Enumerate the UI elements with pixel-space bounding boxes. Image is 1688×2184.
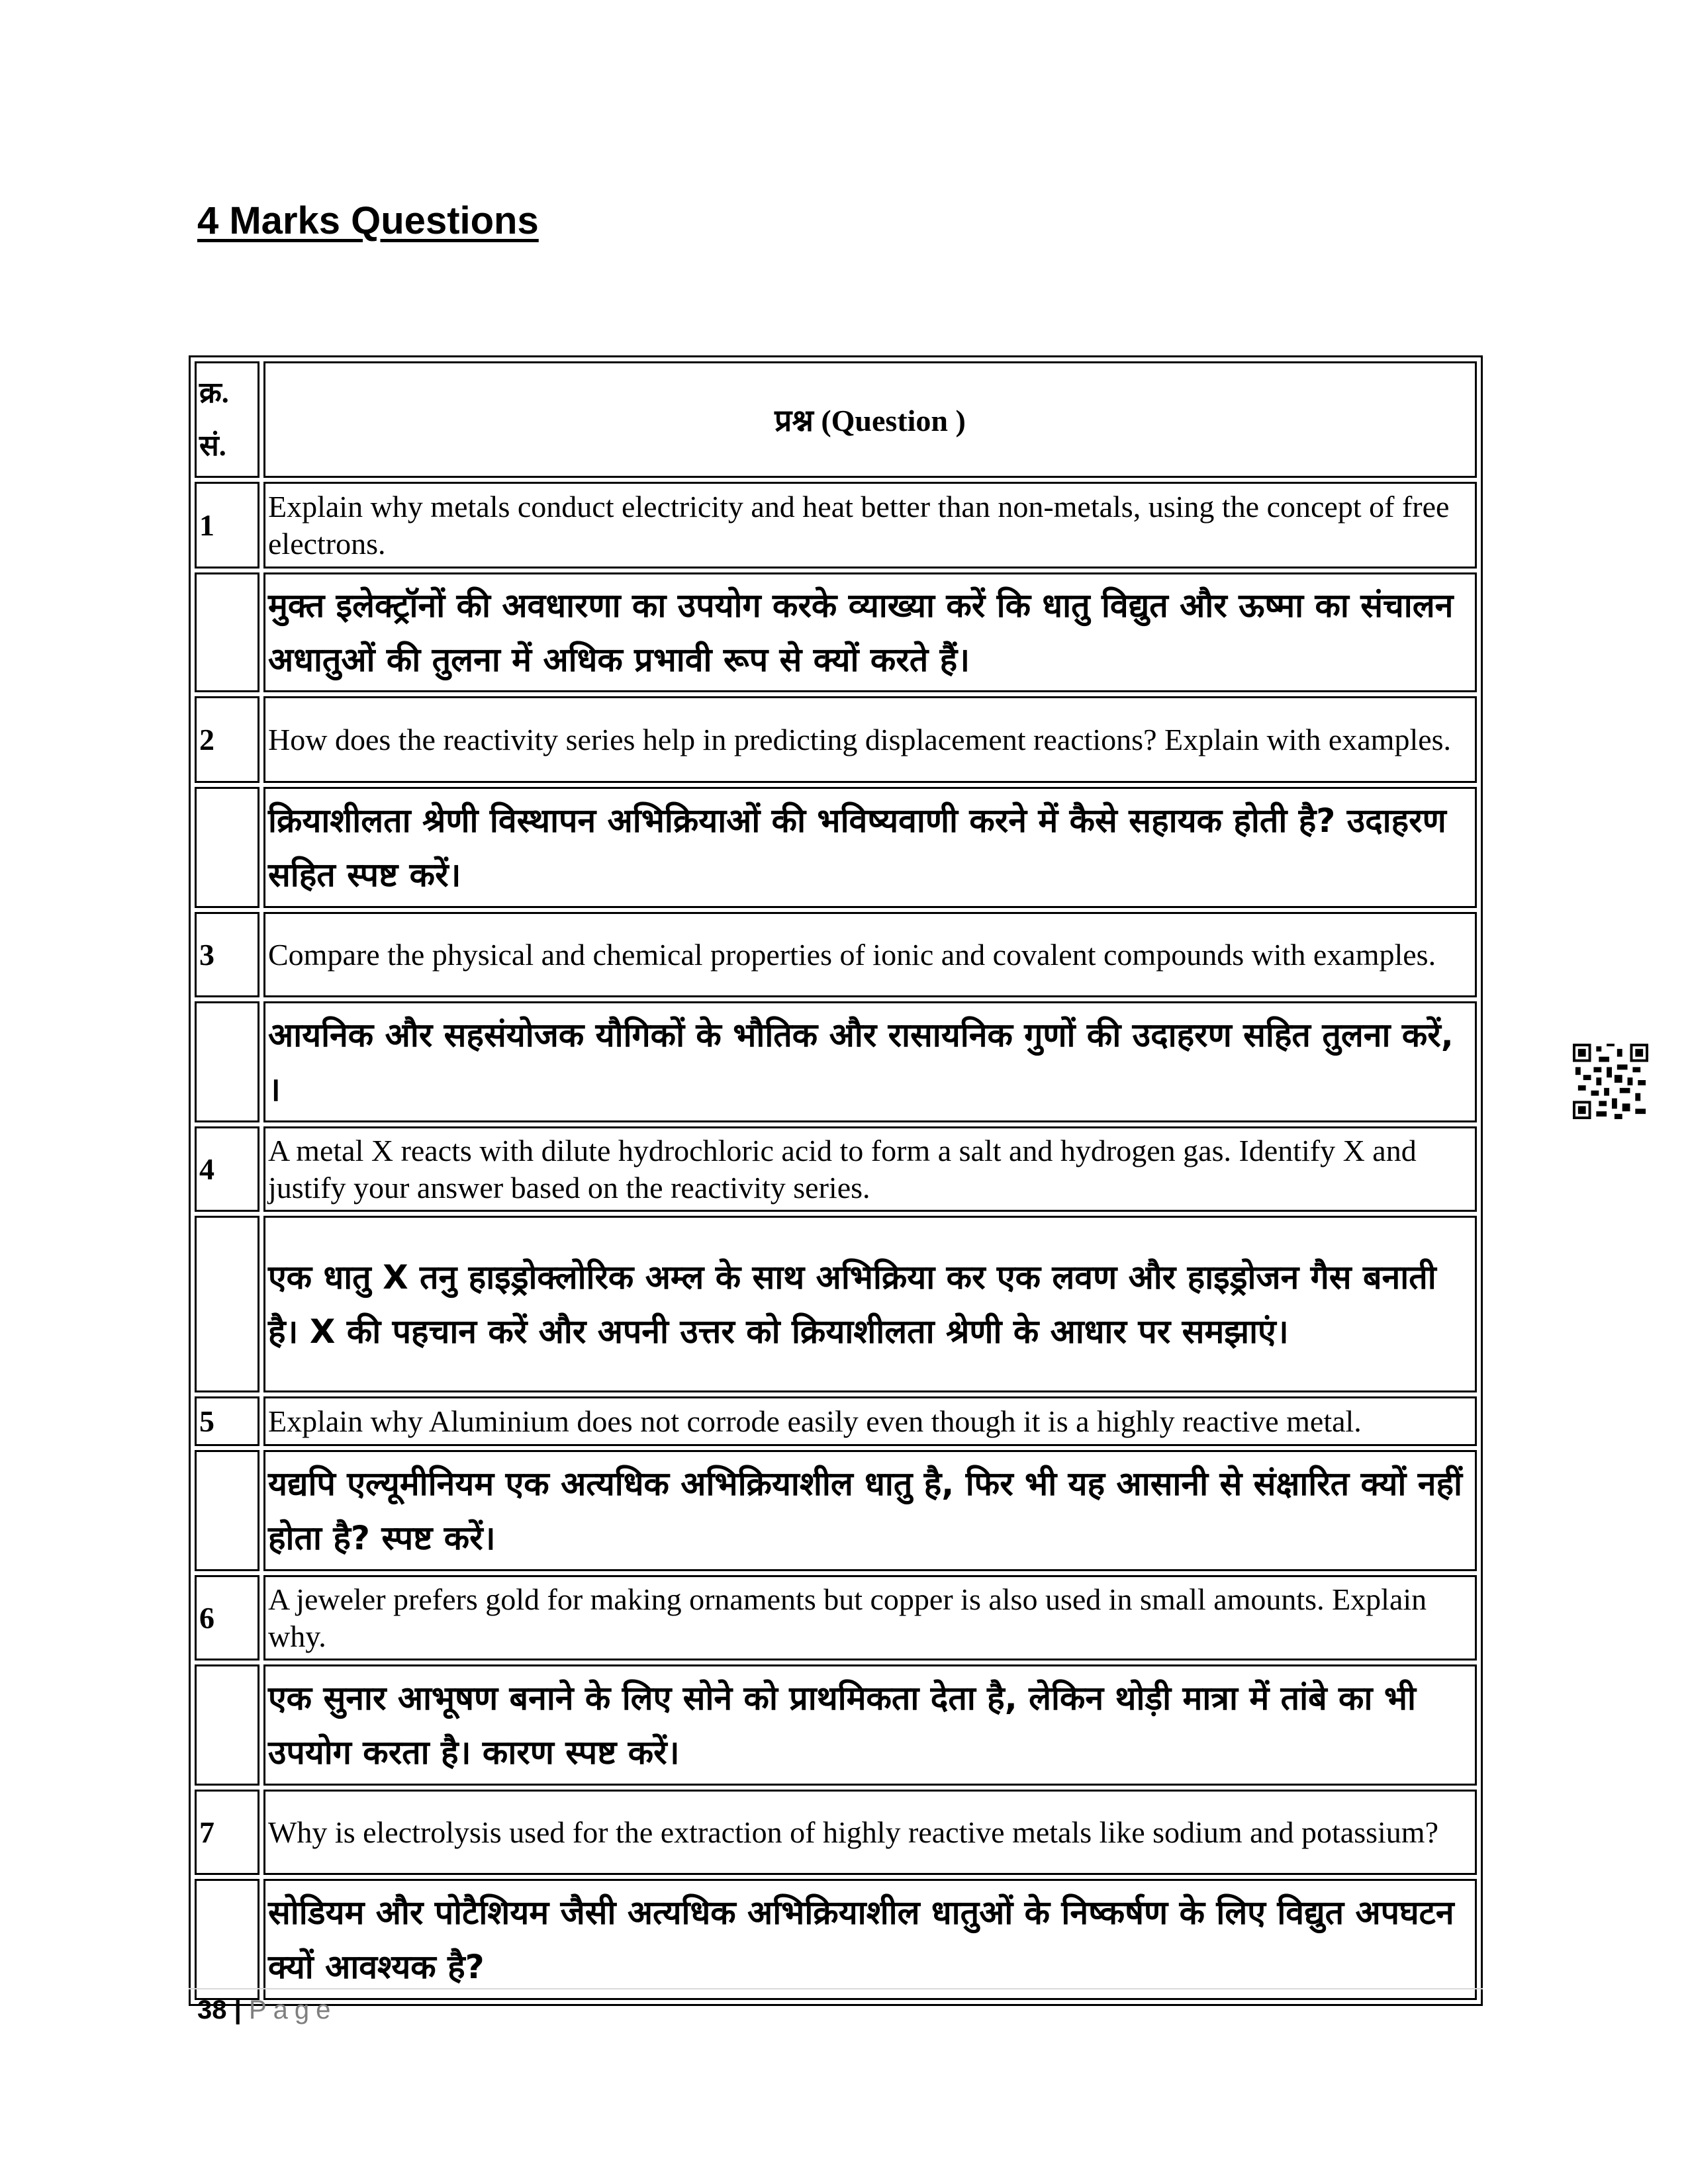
question-number-empty	[195, 1879, 259, 2000]
question-row-hindi	[195, 572, 1477, 692]
question-text-english: Compare the physical and chemical properties of ionic and covalent compounds with examples.	[263, 912, 1477, 997]
question-text-hindi: सोडियम और पोटैशियम जैसी अत्यधिक अभिक्रियाशील धातुओं के निष्कर्षण के लिए विद्युत अपघटन क्यों आवश्यक है?	[263, 1879, 1477, 2000]
question-row-hindi	[195, 1450, 1477, 1571]
question-text-english: A jeweler prefers gold for making ornaments but copper is also used in small amounts. Explain why.	[263, 1575, 1477, 1661]
page-label: Page	[248, 1995, 338, 2025]
question-number-empty	[195, 1450, 259, 1571]
question-text-hindi: क्रियाशीलता श्रेणी विस्थापन अभिक्रियाओं की भविष्यवाणी करने में कैसे सहायक होती है? उदाहरण सहित स्पष्ट करें।	[263, 787, 1477, 908]
page-title: 4 Marks Questions	[197, 199, 539, 242]
page-footer	[197, 1995, 337, 2025]
question-number-empty	[195, 787, 259, 908]
table-header-row	[195, 361, 1477, 478]
question-row-hindi	[195, 1216, 1477, 1392]
question-row-english	[195, 1575, 1477, 1661]
question-text-hindi: एक धातु X तनु हाइड्रोक्लोरिक अम्ल के साथ अभिक्रिया कर एक लवण और हाइड्रोजन गैस बनाती है। X की पहचान करें और अपनी उत्तर को क्रियाशीलता श्रेणी के आधार पर समझाएं।	[263, 1216, 1477, 1392]
question-row-english	[195, 696, 1477, 783]
question-row-hindi	[195, 1664, 1477, 1786]
question-number: 5	[195, 1396, 259, 1446]
question-number-empty	[195, 572, 259, 692]
question-number: 4	[195, 1126, 259, 1212]
question-number: 7	[195, 1790, 259, 1875]
question-number: 2	[195, 696, 259, 783]
question-row-english	[195, 1396, 1477, 1446]
question-number-empty	[195, 1001, 259, 1122]
question-row-english	[195, 1126, 1477, 1212]
question-row-english	[195, 912, 1477, 997]
question-number: 1	[195, 482, 259, 569]
question-number: 3	[195, 912, 259, 997]
page-number: 38	[197, 1995, 227, 2025]
serial-header: क्र. सं.	[195, 361, 259, 478]
question-row-english	[195, 1790, 1477, 1875]
question-row-hindi	[195, 1001, 1477, 1122]
question-number: 6	[195, 1575, 259, 1661]
qr-code-icon	[1572, 1044, 1649, 1119]
question-row-hindi	[195, 787, 1477, 908]
question-number-empty	[195, 1216, 259, 1392]
question-text-hindi: एक सुनार आभूषण बनाने के लिए सोने को प्राथमिकता देता है, लेकिन थोड़ी मात्रा में तांबे का भी उपयोग करता है। कारण स्पष्ट करें।	[263, 1664, 1477, 1786]
question-text-english: Why is electrolysis used for the extraction of highly reactive metals like sodium and potassium?	[263, 1790, 1477, 1875]
question-text-hindi: यद्यपि एल्यूमीनियम एक अत्यधिक अभिक्रियाशील धातु है, फिर भी यह आसानी से संक्षारित क्यों नहीं होता है? स्पष्ट करें।	[263, 1450, 1477, 1571]
question-row-english	[195, 482, 1477, 569]
question-text-english: A metal X reacts with dilute hydrochloric acid to form a salt and hydrogen gas. Identify X and justify your answer based on the reactivity series.	[263, 1126, 1477, 1212]
question-text-english: How does the reactivity series help in predicting displacement reactions? Explain with examples.	[263, 696, 1477, 783]
question-text-english: Explain why Aluminium does not corrode easily even though it is a highly reactive metal.	[263, 1396, 1477, 1446]
footer-separator: |	[234, 1995, 242, 2025]
question-number-empty	[195, 1664, 259, 1786]
footer-divider	[189, 1988, 1483, 1989]
question-text-english: Explain why metals conduct electricity and heat better than non-metals, using the concept of free electrons.	[263, 482, 1477, 569]
question-text-hindi: आयनिक और सहसंयोजक यौगिकों के भौतिक और रासायनिक गुणों की उदाहरण सहित तुलना करें, ।	[263, 1001, 1477, 1122]
question-text-hindi: मुक्त इलेक्ट्रॉनों की अवधारणा का उपयोग करके व्याख्या करें कि धातु विद्युत और ऊष्मा का संचालन अधातुओं की तुलना में अधिक प्रभावी रूप से क्यों करते हैं।	[263, 572, 1477, 692]
questions-table	[189, 355, 1483, 2006]
question-header: प्रश्न (Question )	[263, 361, 1477, 478]
question-row-hindi	[195, 1879, 1477, 2000]
